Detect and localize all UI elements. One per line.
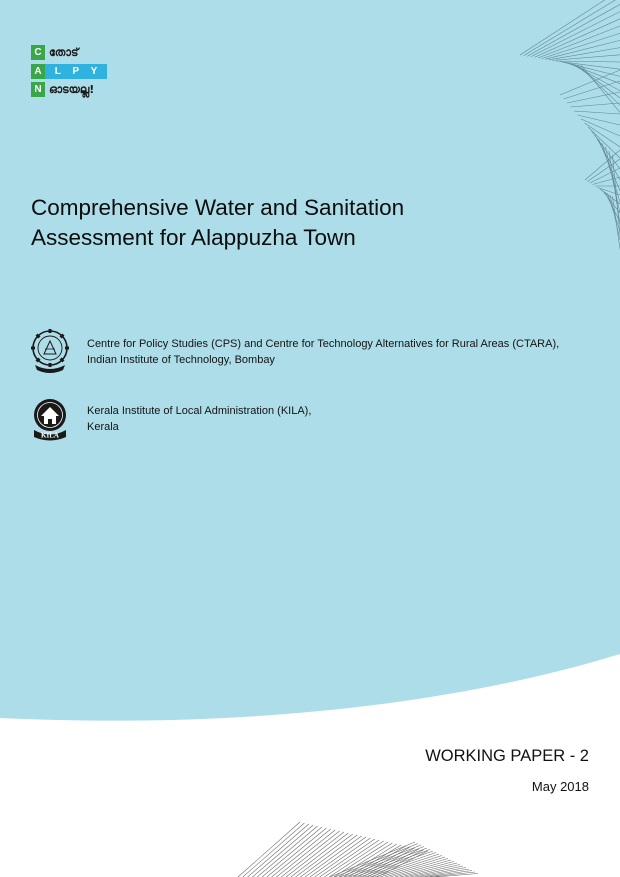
institution-kila — [27, 395, 311, 441]
kila-emblem-text: KILA — [41, 431, 59, 440]
logo-letter-l: L — [54, 65, 61, 77]
iit-bombay-emblem-icon — [27, 327, 73, 373]
calpy-logo — [31, 44, 107, 100]
logo-letter-c: C — [31, 45, 45, 60]
institution-2-line-1: Kerala Institute of Local Administration (KILA), — [87, 405, 312, 417]
publication-date: May 2018 — [531, 779, 589, 794]
logo-line-1: തോട് — [49, 45, 79, 59]
kila-emblem-icon — [27, 395, 73, 441]
institution-1-line-2: Indian Institute of Technology, Bombay — [87, 354, 275, 366]
institution-2-line-2: Kerala — [87, 421, 119, 433]
institution-iit-bombay — [27, 327, 559, 373]
logo-line-3: ഓടയല്ല! — [49, 82, 95, 96]
logo-alpy-band — [45, 64, 107, 79]
title-line-2: Assessment for Alappuzha Town — [31, 225, 356, 250]
working-paper-label: WORKING PAPER - 2 — [425, 747, 589, 765]
document-title — [31, 193, 501, 253]
logo-letter-a: A — [31, 64, 45, 79]
logo-letter-n: N — [31, 82, 45, 97]
bottom-hatch-pattern — [238, 822, 478, 877]
logo-letter-p: P — [72, 65, 80, 77]
logo-letter-y: Y — [90, 65, 98, 77]
institution-1-line-1: Centre for Policy Studies (CPS) and Centre for Technology Alternatives for Rural Areas (CTARA), — [87, 338, 560, 350]
title-line-1: Comprehensive Water and Sanitation — [31, 195, 405, 220]
